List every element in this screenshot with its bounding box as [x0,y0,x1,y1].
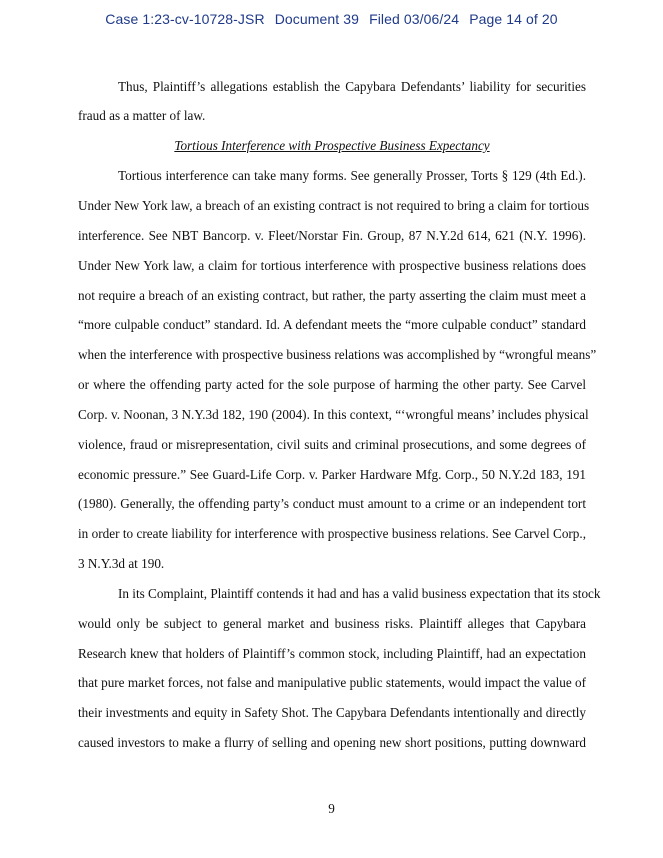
text-line: “more culpable conduct” standard. Id. A defendant meets the “more culpable conduct” standard [78,317,586,332]
text-line: when the interference with prospective business relations was accomplished by “wrongful means” [78,347,597,362]
text-line: caused investors to make a flurry of selling and opening new short positions, putting downward [78,735,586,750]
text-line: their investments and equity in Safety Shot. The Capybara Defendants intentionally and directly [78,705,586,720]
text-line: in order to create liability for interference with prospective business relations. See Carvel Corp., [78,526,586,541]
text-line: or where the offending party acted for the sole purpose of harming the other party. See Carvel [78,377,586,392]
page-number: 9 [328,801,335,816]
text-line: Corp. v. Noonan, 3 N.Y.3d 182, 190 (2004). In this context, “‘wrongful means’ includes physical [78,407,589,422]
text-line: In its Complaint, Plaintiff contends it had and has a valid business expectation that its stock [118,586,601,601]
text-line: interference. See NBT Bancorp. v. Fleet/Norstar Fin. Group, 87 N.Y.2d 614, 621 (N.Y. 1996). [78,228,586,243]
case-number: Case 1:23-cv-10728-JSR [105,11,265,27]
text-line: (1980). Generally, the offending party’s conduct must amount to a crime or an independent tort [78,496,586,511]
text-line: not require a breach of an existing contract, but rather, the party asserting the claim must meet a [78,288,586,303]
text-line: economic pressure.” See Guard-Life Corp. v. Parker Hardware Mfg. Corp., 50 N.Y.2d 183, 191 [78,467,586,482]
text-line: would only be subject to general market and business risks. Plaintiff alleges that Capybara [78,616,586,631]
section-heading: Tortious Interference with Prospective Business Expectancy [174,138,490,153]
text-line: Under New York law, a claim for tortious interference with prospective business relations does [78,258,586,273]
text-line: Thus, Plaintiff’s allegations establish the Capybara Defendants’ liability for securities [118,79,586,94]
text-line: Tortious interference can take many forms. See generally Prosser, Torts § 129 (4th Ed.). [118,168,586,183]
case-header [0,11,663,27]
text-line: 3 N.Y.3d at 190. [78,556,165,571]
text-line: violence, fraud or misrepresentation, civil suits and criminal prosecutions, and some degrees of [78,437,586,452]
text-line: that pure market forces, not false and manipulative public statements, would impact the value of [78,675,586,690]
filed-date: Filed 03/06/24 [369,11,460,27]
document-number: Document 39 [274,11,360,27]
text-line: Under New York law, a breach of an existing contract is not required to bring a claim for tortious [78,198,590,213]
text-line: Research knew that holders of Plaintiff’s common stock, including Plaintiff, had an expectation [78,646,586,661]
page-indicator: Page 14 of 20 [469,11,558,27]
text-line: fraud as a matter of law. [78,108,206,123]
